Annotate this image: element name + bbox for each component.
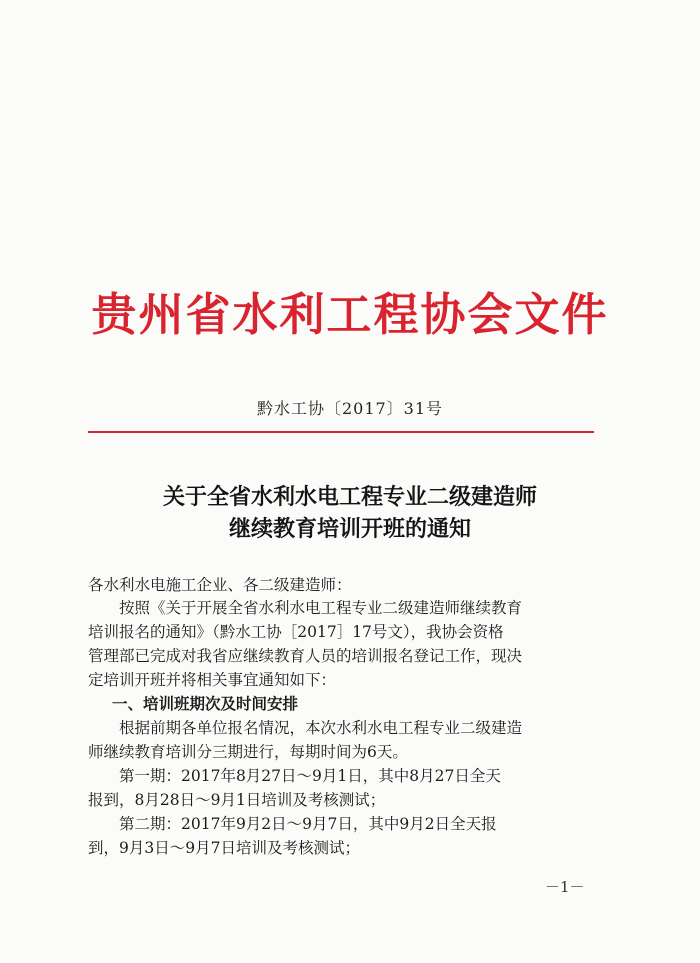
phase-2-line-2: 到，9月3日～9月7日培训及考核测试； xyxy=(88,839,360,857)
paragraph-2-line-2: 师继续教育培训分三期进行，每期时间为6天。 xyxy=(88,743,408,761)
notice-title-line-2: 继续教育培训开班的通知 xyxy=(228,516,471,542)
phase-1-line-2: 报到，8月28日～9月1日培训及考核测试； xyxy=(88,791,386,809)
paragraph-1-line-4: 定培训开班并将相关事宜通知如下： xyxy=(88,671,337,689)
document-number: 黔水工协〔2017〕31号 xyxy=(256,399,444,418)
red-separator-line xyxy=(88,431,594,433)
page-number: －1－ xyxy=(545,878,585,896)
paragraph-1-line-2: 培训报名的通知》（黔水工协［2017］17号文），我协会资格 xyxy=(88,623,504,641)
salutation: 各水利水电施工企业、各二级建造师： xyxy=(88,576,352,594)
notice-title-line-1: 关于全省水利水电工程专业二级建造师 xyxy=(162,484,537,510)
paragraph-2-line-1: 根据前期各单位报名情况，本次水利水电工程专业二级建造 xyxy=(119,719,523,737)
paragraph-1-line-3: 管理部已完成对我省应继续教育人员的培训报名登记工作，现决 xyxy=(88,647,523,665)
phase-1-line-1: 第一期：2017年8月27日～9月1日，其中8月27日全天 xyxy=(119,767,501,785)
paragraph-1-line-1: 按照《关于开展全省水利水电工程专业二级建造师继续教育 xyxy=(119,599,523,617)
section-1-heading: 一、培训班期次及时间安排 xyxy=(112,694,299,713)
phase-2-line-1: 第二期：2017年9月2日～9月7日，其中9月2日全天报 xyxy=(119,815,497,833)
document-masthead: 贵州省水利工程协会文件 xyxy=(91,288,609,341)
